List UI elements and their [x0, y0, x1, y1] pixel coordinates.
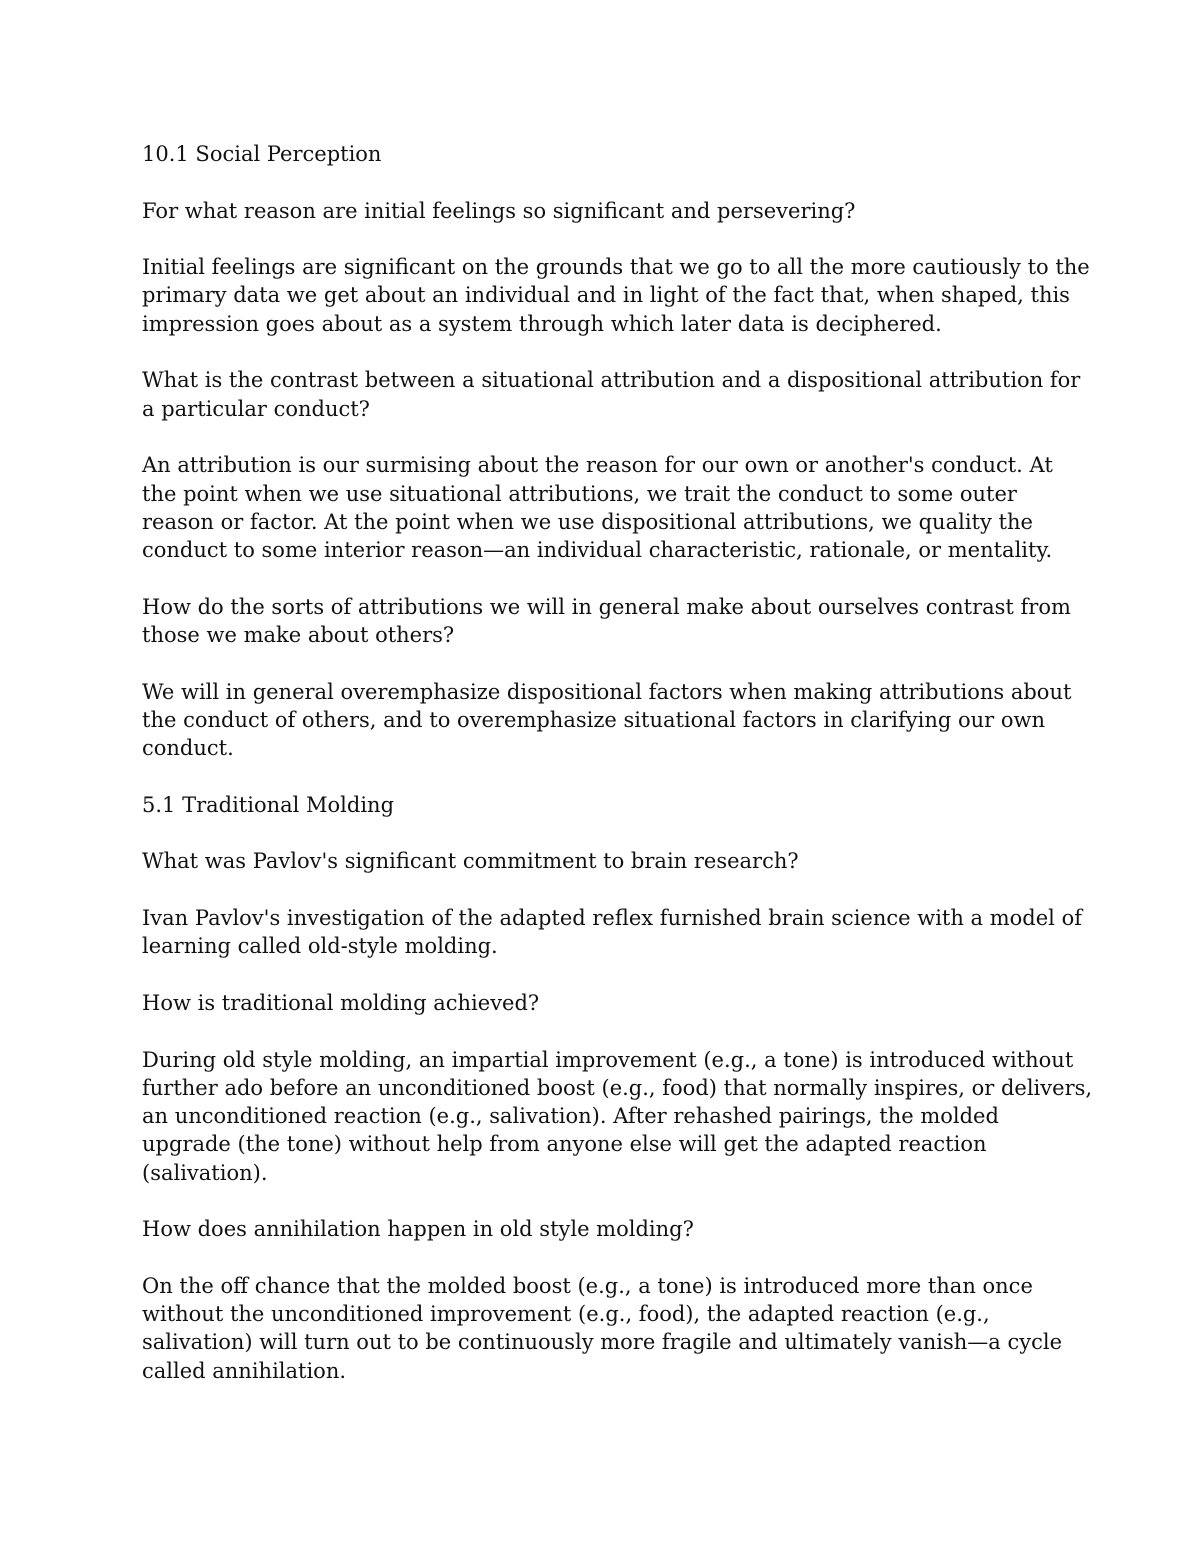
text-line: 5.1 Traditional Molding [142, 792, 395, 817]
text-line: What is the contrast between a situational attribution and a dispositional attribution for [142, 368, 1081, 393]
answer-paragraph [142, 1046, 1093, 1187]
text-line: salivation) will turn out to be continuously more fragile and ultimately vanish—a cycle [142, 1330, 1063, 1355]
answer-paragraph [142, 451, 1070, 564]
text-line: upgrade (the tone) without help from anyone else will get the adapted reaction [142, 1132, 987, 1157]
question-paragraph [142, 847, 1070, 875]
text-line: Initial feelings are significant on the grounds that we go to all the more cautiously to the [142, 255, 1090, 280]
question-paragraph [142, 989, 1070, 1017]
answer-paragraph [142, 253, 1090, 338]
text-line: How is traditional molding achieved? [142, 990, 540, 1015]
text-line: those we make about others? [142, 623, 455, 648]
text-line: further ado before an unconditioned boost (e.g., food) that normally inspires, or delivers, [142, 1075, 1093, 1100]
text-line: impression goes about as a system through which later data is deciphered. [142, 311, 942, 336]
section-heading [142, 791, 1070, 819]
text-line: On the off chance that the molded boost (e.g., a tone) is introduced more than once [142, 1273, 1033, 1298]
text-line: For what reason are initial feelings so significant and persevering? [142, 198, 856, 223]
text-line: the conduct of others, and to overemphasize situational factors in clarifying our own [142, 707, 1046, 732]
text-line: learning called old-style molding. [142, 934, 498, 959]
question-paragraph [142, 1215, 1070, 1243]
text-line: An attribution is our surmising about the reason for our own or another's conduct. At [142, 453, 1053, 478]
text-line: called annihilation. [142, 1358, 347, 1383]
text-line: a particular conduct? [142, 396, 370, 421]
question-paragraph [142, 366, 1081, 423]
text-line: What was Pavlov's significant commitment to brain research? [142, 849, 799, 874]
text-line: an unconditioned reaction (e.g., salivation). After rehashed pairings, the molded [142, 1104, 999, 1129]
answer-paragraph [142, 1272, 1070, 1385]
answer-paragraph [142, 678, 1070, 763]
document-body [142, 140, 1093, 1385]
text-line: the point when we use situational attributions, we trait the conduct to some outer [142, 481, 1017, 506]
text-line: Ivan Pavlov's investigation of the adapted reflex furnished brain science with a model of [142, 906, 1082, 931]
text-line: conduct to some interior reason—an individual characteristic, rationale, or mentality. [142, 538, 1053, 563]
text-line: conduct. [142, 736, 234, 761]
text-line: We will in general overemphasize dispositional factors when making attributions about [142, 679, 1072, 704]
text-line: How does annihilation happen in old style molding? [142, 1217, 694, 1242]
text-line: without the unconditioned improvement (e.g., food), the adapted reaction (e.g., [142, 1302, 990, 1327]
text-line: 10.1 Social Perception [142, 142, 382, 166]
text-line: primary data we get about an individual and in light of the fact that, when shaped, this [142, 283, 1070, 308]
answer-paragraph [142, 904, 1082, 961]
question-paragraph [142, 197, 1070, 225]
text-line: How do the sorts of attributions we will in general make about ourselves contrast from [142, 594, 1071, 619]
text-line: During old style molding, an impartial improvement (e.g., a tone) is introduced without [142, 1047, 1074, 1072]
text-line: (salivation). [142, 1160, 268, 1185]
text-line: reason or factor. At the point when we use dispositional attributions, we quality the [142, 509, 1033, 534]
question-paragraph [142, 593, 1070, 650]
section-heading [142, 140, 1070, 168]
